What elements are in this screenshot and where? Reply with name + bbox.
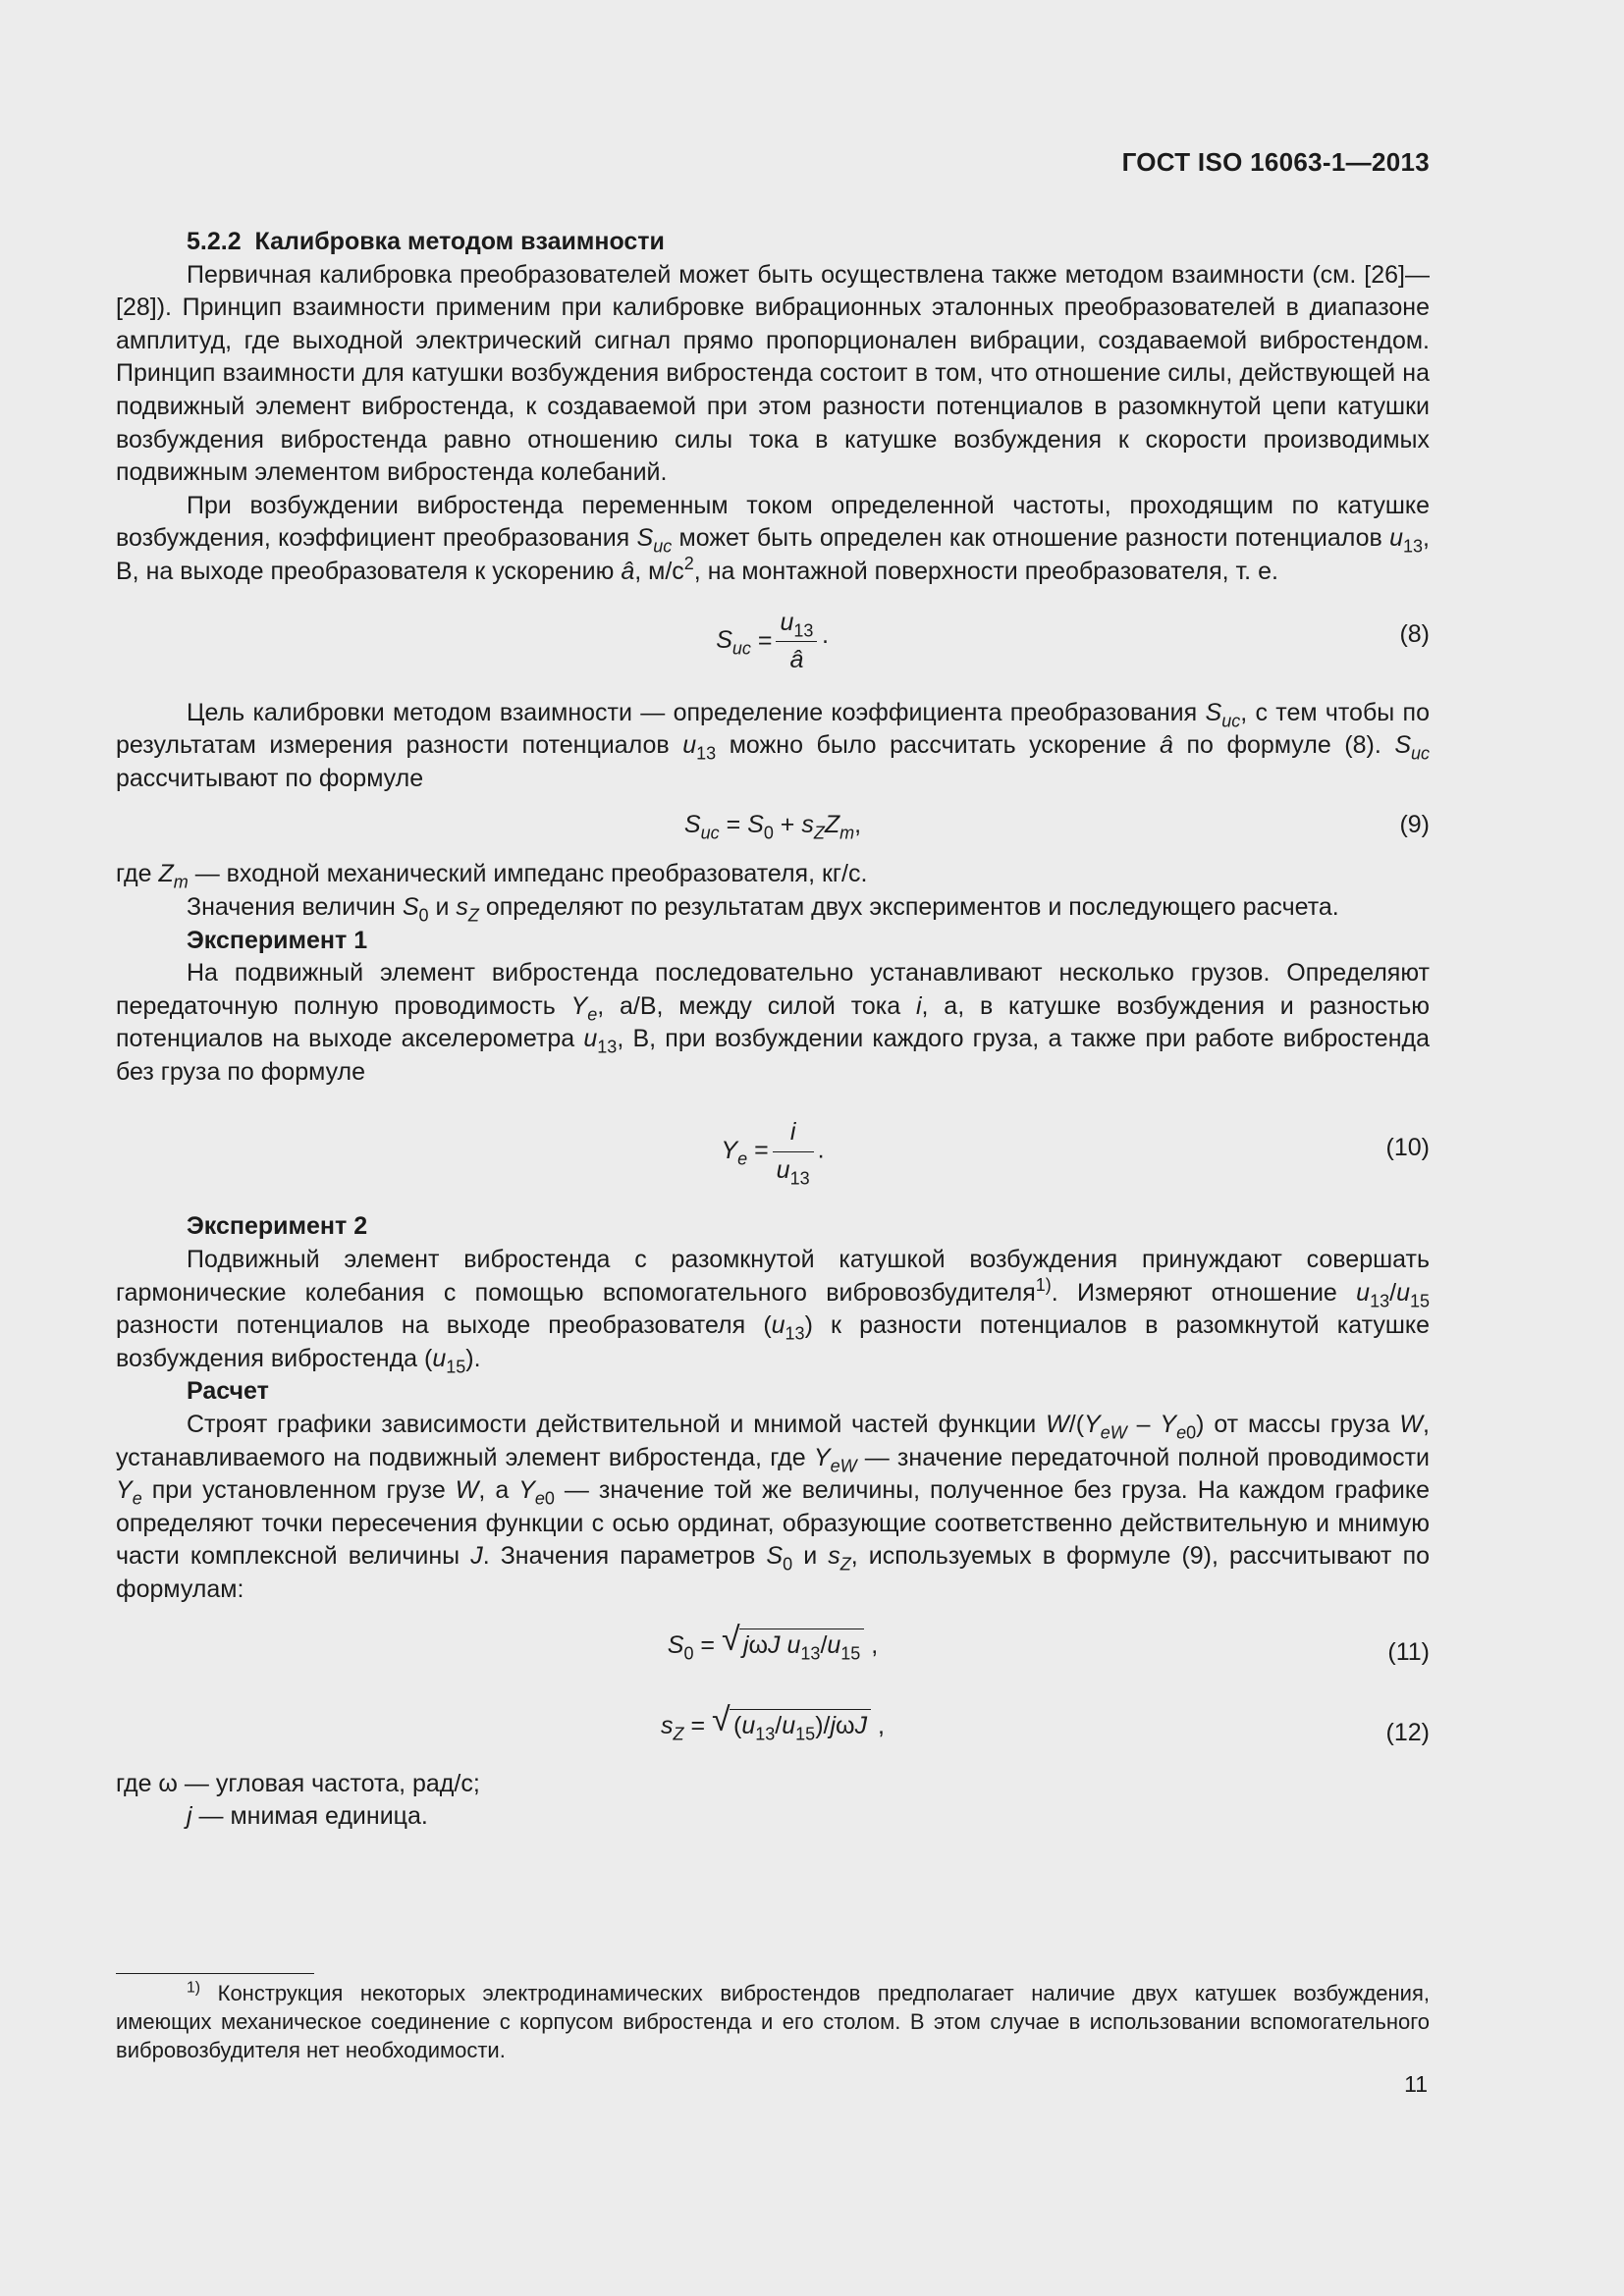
document-page <box>116 0 1430 2296</box>
equation-8 <box>116 589 1430 697</box>
paragraph-3: Цель калибровки методом взаимности — определение коэффициента преобразования $S_{uc}$, с тем чтобы по результатам измерения разности потенциалов $u_{13}$ можно было рассчитать ускорение â по формуле (8). $S_{uc}$ рассчитывают по формуле <box>116 698 1431 792</box>
experiment-2-heading: Эксперимент 2 <box>187 1212 368 1241</box>
equation-number-10: (10) <box>1385 1134 1430 1162</box>
paragraph-9b: j — мнимая единица. <box>187 1802 428 1831</box>
formula-12: $s_Z$ = √ $(u_{13}/u_{15})$/jωJ , <box>661 1700 885 1743</box>
equation-number-11: (11) <box>1387 1637 1430 1666</box>
equation-12 <box>116 1689 1430 1768</box>
equation-11 <box>116 1607 1430 1689</box>
section-heading: 5.2.2 Калибровка методом взаимности <box>187 228 665 255</box>
equation-number-8: (8) <box>1399 619 1430 648</box>
paragraph-8: Строят графики зависимости действительной и мнимой частей функции $W/(Y_{eW} - Y_{e0})$ от массы груза W, устанавливаемого на подвижный элемент вибростенда, где $Y_{eW}$ — значение передаточной полной проводимости $Y_e$ при установленном грузе W, а $Y_{e0}$ — значение той же величины, полученное без груза. На каждом графике определяют точки пересечения функции с осью ординат, образующие соответственно действительную и мнимую части комплексной величины J. Значения параметров $S_0$ и $s_Z$, используемых в формуле (9), рассчитывают по формулам: <box>116 1411 1431 1603</box>
footnote-divider <box>116 1973 314 1974</box>
calculation-heading: Расчет <box>187 1377 269 1406</box>
main-text <box>116 226 1430 1834</box>
formula-10: $Y_e$ = $\frac{i}{u_{13}}$ . <box>721 1118 825 1189</box>
page-number: 11 <box>1404 2071 1428 2097</box>
formula-9: $S_{uc} = S_0 + s_ZZ_m$, <box>683 811 862 843</box>
paragraph-1: Первичная калибровка преобразователей может быть осуществлена также методом взаимности (см. [26]—[28]). Принцип взаимности применим при калибровке вибрационных эталонных преобразователей в диапазоне амплитуд, где выходной электрический сигнал прямо пропорционален вибрации, создаваемой вибростендом. Принцип взаимности для катушки возбуждения вибростенда состоит в том, что отношение силы, действующей на подвижный элемент вибростенда, к создаваемой при этом разности потенциалов в разомкнутой цепи катушки возбуждения вибростенда равно отношению силы тока в катушке возбуждения к скорости производимых подвижным элементом вибростенда колебаний. <box>116 260 1430 487</box>
equation-10 <box>116 1089 1430 1210</box>
paragraph-5: Значения величин $S_0$ и $s_Z$ определяют по результатам двух экспериментов и последующего расчета. <box>187 892 1339 926</box>
paragraph-7: Подвижный элемент вибростенда с разомкнутой катушкой возбуждения принуждают совершать гармонические колебания с помощью вспомогательного вибровозбудителя$^{1)}$. Измеряют отношение $u_{13}/u_{15}$ разности потенциалов на выходе преобразователя $(u_{13})$ к разности потенциалов в разомкнутой катушке возбуждения вибростенда $(u_{15})$. <box>116 1246 1430 1377</box>
paragraph-4: где $Z_m$ — входной механический импеданс преобразователя, кг/с. <box>116 860 868 892</box>
paragraph-2: При возбуждении вибростенда переменным током определенной частоты, проходящим по катушке возбуждения, коэффициент преобразования $S_{uc}$ может быть определен как отношение разности потенциалов $u_{13}$, В, на выходе преобразователя к ускорению â, $м/с^2$, на монтажной поверхности преобразователя, т. е. <box>116 491 1430 585</box>
paragraph-6: На подвижный элемент вибростенда последовательно устанавливают несколько грузов. Определяют передаточную полную проводимость $Y_e$, а/В, между силой тока i, а, в катушке возбуждения и разностью потенциалов на выходе акселерометра $u_{13}$, В, при возбуждении каждого груза, а также при работе вибростенда без груза по формуле <box>116 959 1430 1086</box>
footnote: $^{1)}$ Конструкция некоторых электродинамических вибростендов предполагает наличие двух катушек возбуждения, имеющих механическое соединение с корпусом вибростенда и его столом. В этом случае в использовании вспомогательного вибровозбудителя нет необходимости. <box>116 1979 1430 2062</box>
paragraph-9a: где ω — угловая частота, рад/с; <box>116 1769 480 1797</box>
equation-number-12: (12) <box>1385 1718 1430 1746</box>
formula-8: $S_{uc}$ = $\frac{u_{13}}{â}$ · <box>716 608 830 674</box>
equation-9 <box>116 795 1430 858</box>
formula-11: $S_0$ = √ jωJ $u_{13}/u_{15}$ , <box>667 1620 879 1663</box>
equation-number-9: (9) <box>1399 811 1430 839</box>
experiment-1-heading: Эксперимент 1 <box>187 926 368 954</box>
document-code: ГОСТ ISO 16063-1—2013 <box>1121 147 1430 177</box>
